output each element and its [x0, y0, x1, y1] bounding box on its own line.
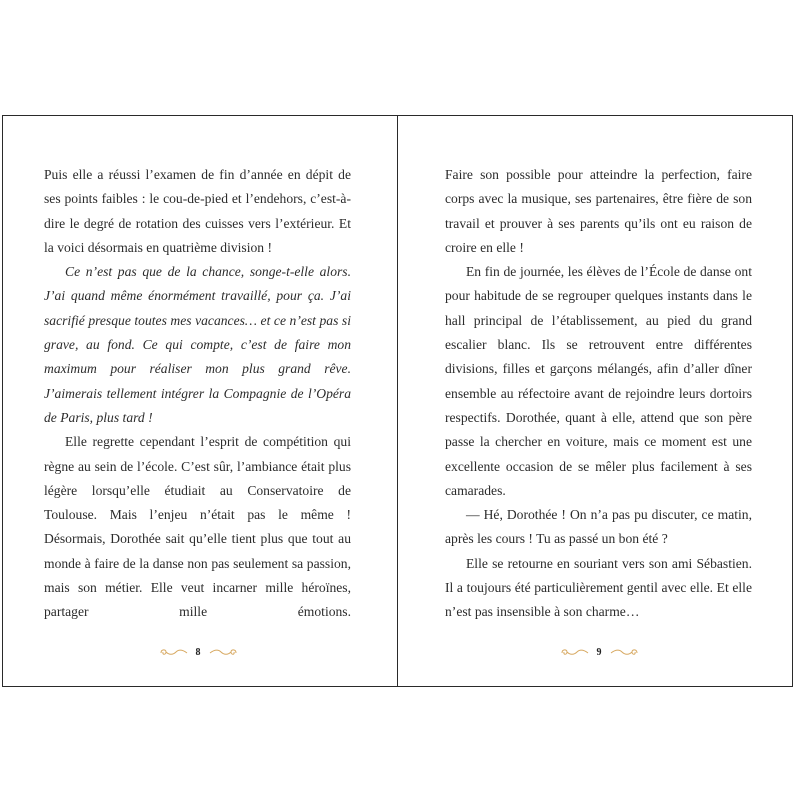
left-page [44, 163, 351, 625]
page-number-footer-left [138, 644, 258, 660]
paragraph: En fin de journée, les élèves de l’École de danse ont pour habitude de se regrouper quelques instants dans le hall principal de l’établissement, au pied du grand escalier blanc. Ils se retrouvent entre différentes divisions, filles et garçons mélangés, afin d’aller dîner ensemble au réfectoire avant de rejoindre leurs dortoirs respectifs. Dorothée, quant à elle, attend que son père passe la chercher en voiture, mais ce moment est une excellente occasion de se mêler plus facilement à ses camarades. [445, 264, 752, 498]
paragraph: Faire son possible pour atteindre la perfection, faire corps avec la musique, ses partenaires, être fière de son travail et prouver à ses parents qu’ils ont eu raison de croire en elle ! [445, 167, 752, 255]
paragraph: Elle regrette cependant l’esprit de compétition qui règne au sein de l’école. C’est sûr, l’ambiance était plus légère lorsqu’elle étudiait au Conservatoire de Toulouse. Mais l’enjeu n’était pas le même ! Désormais, Dorothée sait qu’elle tient plus que tout au monde à faire de la danse non pas seulement sa passion, mais son métier. Elle veut incarner mille héroïnes, partager mille émotions. [44, 434, 351, 620]
dialogue-paragraph: — Hé, Dorothée ! On n’a pas pu discuter, ce matin, après les cours ! Tu as passé un bon été ? [445, 507, 752, 547]
paragraph: Elle se retourne en souriant vers son ami Sébastien. Il a toujours été particulièrement gentil avec elle. Et elle n’est pas insensible à son charme… [445, 555, 752, 620]
swirl-ornament-icon [609, 647, 639, 657]
page-number-footer-right [539, 644, 659, 660]
italic-paragraph [44, 260, 351, 430]
swirl-ornament-icon [159, 647, 189, 657]
right-page [445, 163, 752, 625]
paragraph: Puis elle a réussi l’examen de fin d’année en dépit de ses points faibles : le cou-de-pied et l’endehors, c’est-à-dire le degré de rotation des cuisses vers l’extérieur. Et la voici désormais en quatrième division ! [44, 167, 351, 255]
book-gutter [397, 115, 398, 687]
page-number: 8 [195, 646, 201, 658]
swirl-ornament-icon [208, 647, 238, 657]
italic-text: Ce n’est pas que de la chance, songe-t-elle alors. J’ai quand même énormément travaillé, pour ça. J’ai sacrifié presque toutes mes vacances… et ce n’est pas si grave, au fond. Ce qui compte, c’est de faire mon maximum pour réaliser mon plus grand rêve. J’aimerais tellement intégrer la Compagnie de l’Opéra de Paris, plus tard ! [44, 264, 351, 425]
swirl-ornament-icon [560, 647, 590, 657]
page-number: 9 [596, 646, 602, 658]
